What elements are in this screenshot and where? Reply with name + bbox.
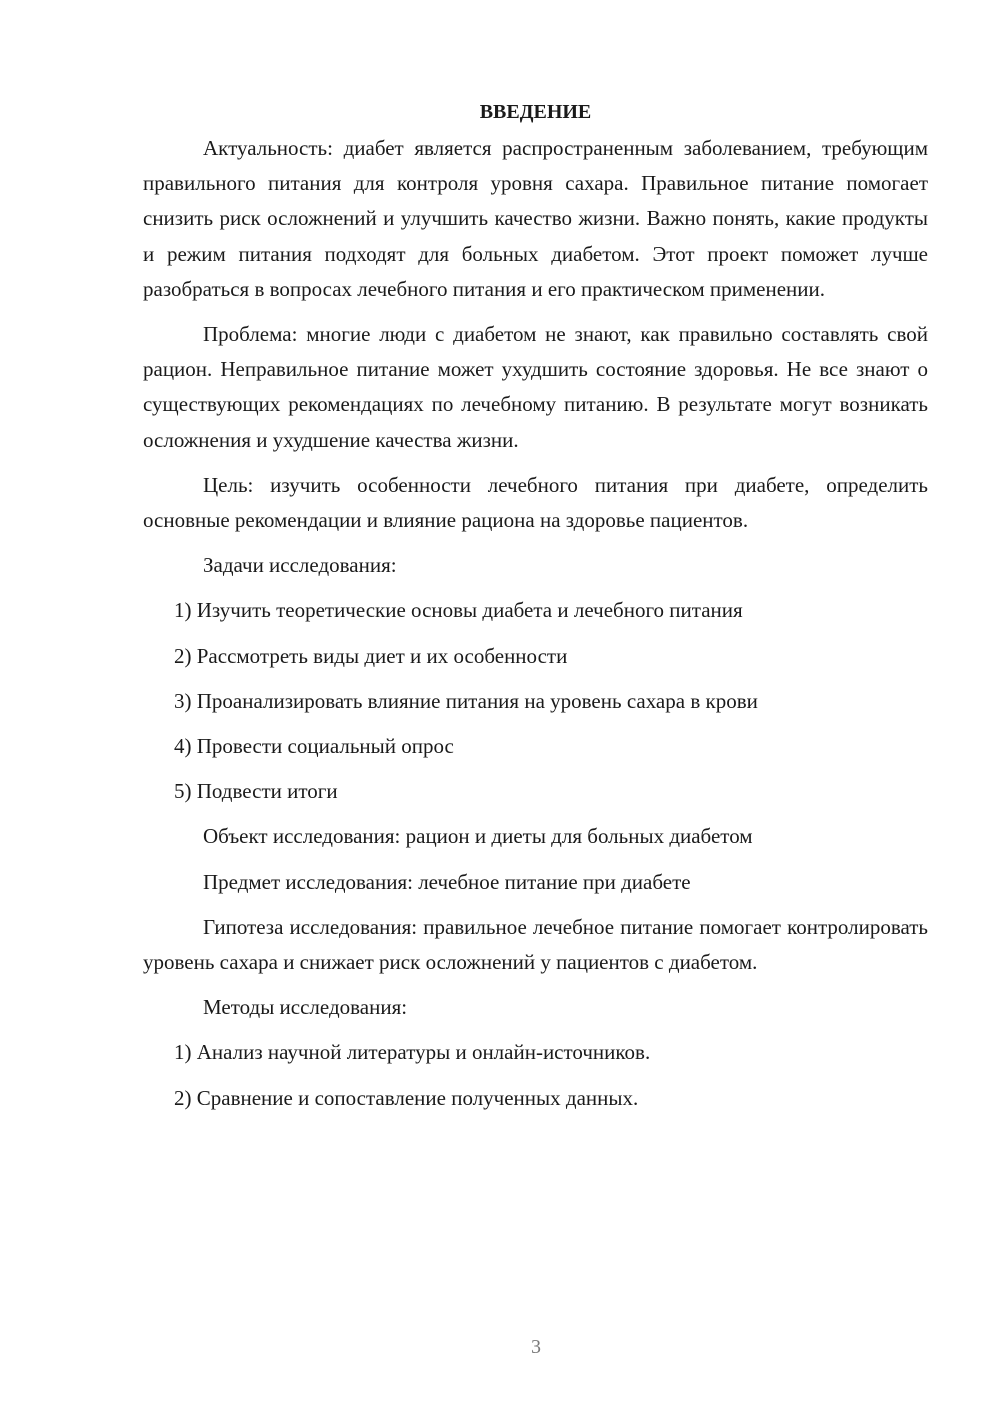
task-item: 3) Проанализировать влияние питания на уровень сахара в крови (174, 688, 758, 713)
section-title: ВВЕДЕНИЕ (479, 101, 592, 123)
tasks-heading: Задачи исследования: (203, 553, 397, 578)
page-number: 3 (531, 1336, 541, 1358)
research-subject: Предмет исследования: лечебное питание при диабете (203, 869, 691, 894)
goal-paragraph: Цель: изучить особенности лечебного питания при диабете, определить основные рекомендации и влияние рациона на здоровье пациентов. (143, 472, 928, 533)
hypothesis-paragraph: Гипотеза исследования: правильное лечебное питание помогает контролировать уровень сахара и снижает риск осложнений у пациентов с диабетом. (143, 914, 928, 975)
methods-heading: Методы исследования: (203, 995, 408, 1020)
relevance-paragraph: Актуальность: диабет является распространенным заболеванием, требующим правильного питания для контроля уровня сахара. Правильное питание помогает снизить риск осложнений и улучшить качество жизни. Важно понять, какие продукты и режим питания подходят для больных диабетом. Этот проект поможет лучше разобраться в вопросах лечебного питания и его практическом применении. (143, 136, 928, 301)
method-item: 2) Сравнение и сопоставление полученных данных. (174, 1085, 639, 1110)
task-item: 4) Провести социальный опрос (174, 734, 454, 759)
task-item: 1) Изучить теоретические основы диабета и лечебного питания (174, 598, 743, 623)
task-item: 5) Подвести итоги (174, 779, 338, 804)
page-content (143, 93, 928, 1126)
research-object: Объект исследования: рацион и диеты для больных диабетом (203, 824, 753, 849)
problem-paragraph: Проблема: многие люди с диабетом не знают, как правильно составлять свой рацион. Неправильное питание может ухудшить состояние здоровья. Не все знают о существующих рекомендациях по лечебному питанию. В результате могут возникать осложнения и ухудшение качества жизни. (143, 322, 928, 452)
method-item: 1) Анализ научной литературы и онлайн-источников. (174, 1040, 651, 1065)
task-item: 2) Рассмотреть виды диет и их особенности (174, 643, 568, 668)
